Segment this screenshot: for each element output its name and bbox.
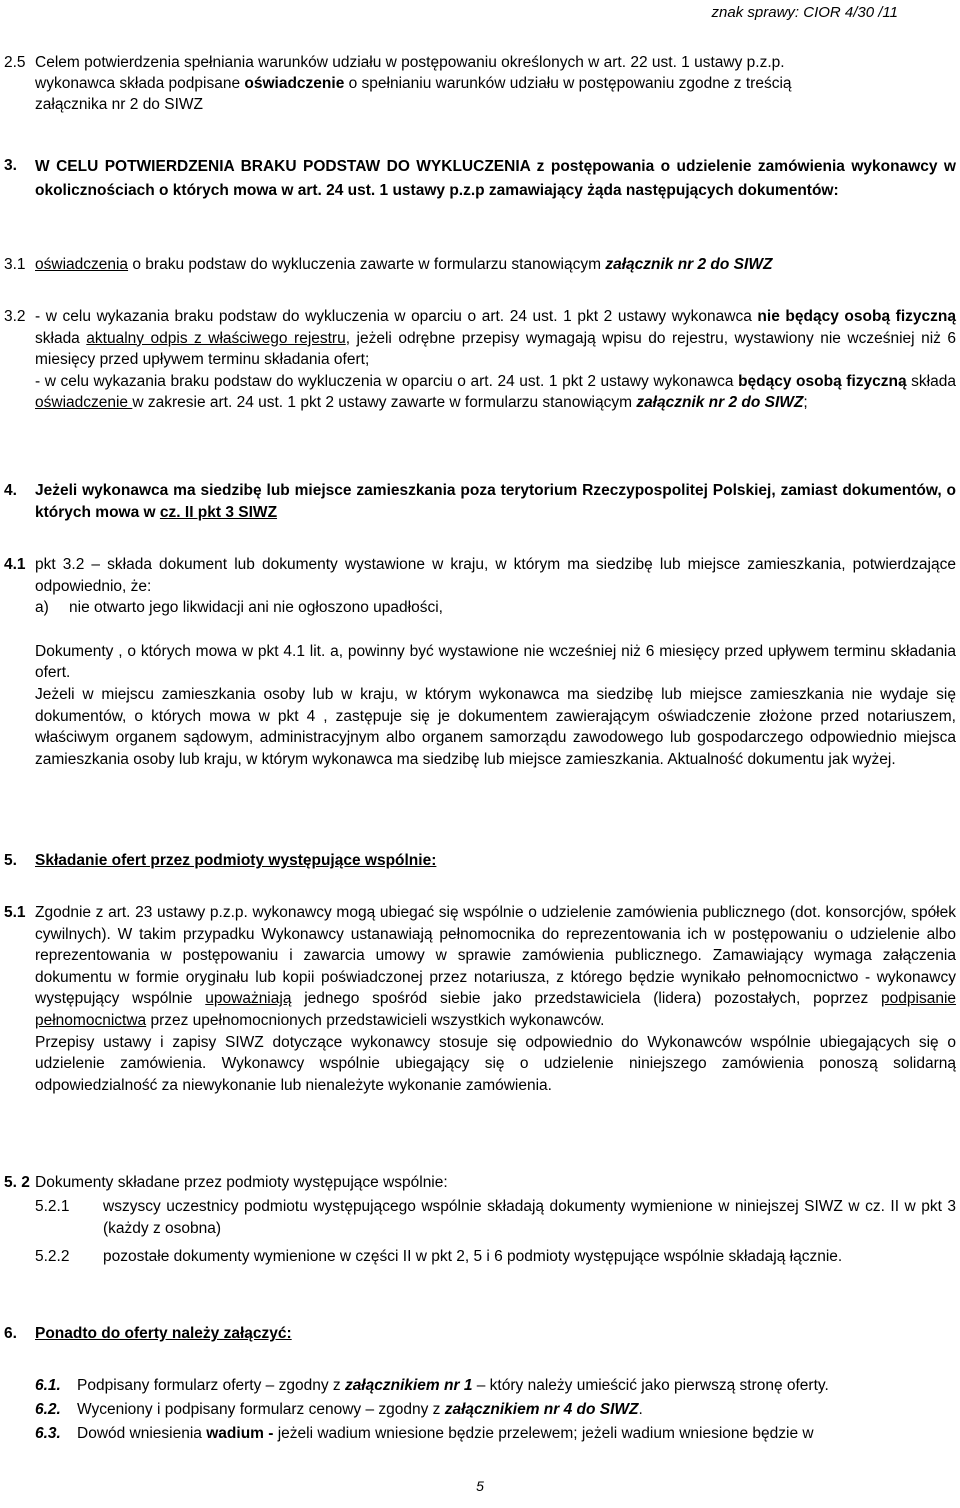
section-text: oświadczenia o braku podstaw do wykluczenia zawarte w formularzu stanowiącym załącznik nr 2 do SIWZ (35, 256, 773, 273)
list-item: 6.2. Wyceniony i podpisany formularz cenowy – zgodny z załącznikiem nr 4 do SIWZ. (35, 1401, 643, 1418)
section-number: 3. (4, 157, 17, 174)
section-number: 3.1 (4, 256, 26, 273)
list-item: a) nie otwarto jego likwidacji ani nie ogłoszono upadłości, (35, 599, 443, 617)
document-page: znak sprawy: CIOR 4/30 /11 2.5 Celem potwierdzenia spełniania warunków udziału w postępowaniu określonych w art. 22 ust. 1 ustawy p.z.p. wykonawca składa podpisane oświadczenie o spełnianiu warunków udziału w postępowaniu zgodne z treścią załącznika nr 2 do SIWZ 3. W CELU POTWIERDZENIA BRAKU PODSTAW DO WYKLUCZENIA z postępowania o udzielenie zamówienia wykonawcy w okolicznościach o których mowa w art. 24 ust. 1 ustawy p.z.p zamawiający żąda następujących dokumentów: 3.1 oświadczenia o braku podstaw do wykluczenia zawarte w formularzu stanowiącym załącznik nr 2 do SIWZ 3.2 - w celu wykazania braku podstaw do wykluczenia w oparciu o art. 24 ust. 1 pkt 2 ustawy wykonawca nie będący osobą fizyczną składa aktualny odpis z właściwego rejestru, jeżeli odrębne przepisy wymagają wpisu do rejestru, wystawiony nie wcześniej niż 6 miesięcy przed upływem terminu składania ofert; - w celu wykazania braku podstaw do wykluczenia w oparciu o art. 24 ust. 1 pkt 2 ustawy wykonawca będący osobą fizyczną składa oświadczenie w zakresie art. 24 ust. 1 pkt 2 ustawy zawarte w formularzu stanowiącym załącznik nr 2 do SIWZ; 4. Jeżeli wykonawca ma siedzibę lub miejsce zamieszkania poza terytorium Rzeczypospolitej Polskiej, zamiast dokumentów, o których mowa w cz. II pkt 3 SIWZ 4.1 pkt 3.2 – składa dokument lub dokumenty wystawione w kraju, w którym ma siedzibę lub miejsce zamieszkania, potwierdzające odpowiednio, że: a) nie otwarto jego likwidacji ani nie ogłoszono upadłości, Dokumenty , o których mowa w pkt 4.1 lit. a, powinny być wystawione nie wcześniej niż 6 miesięcy przed upływem terminu składania ofert. Jeżeli w miejscu zamieszkania osoby lub w kraju, w którym wykonawca ma siedzibę lub miejsce zamieszkania nie wydaje się dokumentów, o których mowa w pkt 4 , zastępuje się je dokumentem zawierającym oświadczenie złożone przed notariuszem, właściwym organem sądowym, administracyjnym albo organem samorządu zawodowego lub gospodarczego odpowiednio miejsca zamieszkania osoby lub kraju, w którym wykonawca ma siedzibę lub miejsce zamieszkania. Aktualność dokumentu jak wyżej. 5. Składanie ofert przez podmioty występujące wspólnie: 5.1 Zgodnie z art. 23 ustawy p.z.p. wykonawcy mogą ubiegać się wspólnie o udzielenie zamówienia publicznego (dot. konsorcjów, spółek cywilnych). W takim przypadku Wykonawcy ustanawiają pełnomocnika do reprezentowania ich w postępowaniu o udzielenie albo reprezentowania w postępowaniu i zawarcia umowy w sprawie zamówienia publicznego. Zamawiający wymaga załączenia dokumentu w formie oryginału lub kopii poświadczonej przez notariusza, z którego będzie wynikało pełnomocnictwo - wykonawcy występujący wspólnie upoważniają jednego spośród siebie jako przedstawiciela (lidera) pozostałych, poprzez podpisanie pełnomocnictwa przez upełnomocnionych przedstawicieli wszystkich wykonawców. Przepisy ustawy i zapisy SIWZ dotyczące wykonawcy stosuje się odpowiednio do Wykonawców wspólnie ubiegających się o udzielenie zamówienia. Wykonawcy wspólnie ubiegający się o udzielenie niniejszego zamówienia ponoszą solidarną odpowiedzialność za niewykonanie lub nienależyte wykonanie zamówienia. 5. 2 Dokumenty składane przez podmioty występujące wspólnie: 5.2.1 wszyscy uczestnicy podmiotu występującego wspólnie składają dokumenty wymienione w niniejszej SIWZ w cz. II w pkt 3 (każdy z osobna) 5.2.2 pozostałe dokumenty wymienione w części II w pkt 2, 5 i 6 podmioty występujące wspólnie składają łącznie. 6. Ponadto do oferty należy załączyć: 6.1. Podpisany formularz oferty – zgodny z załącznikiem nr 1 – który należy umieścić jako pierwszą stronę oferty. 6.2. Wyceniony i podpisany formularz cenowy – zgodny z załącznikiem nr 4 do SIWZ. 6.3. Dowód wniesienia wadium - jeżeli wadium wniesione będzie przelewem; jeżeli wadium wniesione będzie w 5 (0, 0, 960, 1508)
paragraph: Dokumenty , o których mowa w pkt 4.1 lit. a, powinny być wystawione nie wcześniej niż 6 miesięcy przed upływem terminu składania ofert. (35, 642, 956, 682)
paragraph: Jeżeli w miejscu zamieszkania osoby lub w kraju, w którym wykonawca ma siedzibę lub miejsce zamieszkania nie wydaje się dokumentów, o których mowa w pkt 4 , zastępuje się je dokumentem zawierającym oświadczenie złożone przed notariuszem, właściwym organem sądowym, administracyjnym albo organem samorządu zawodowego lub gospodarczego odpowiednio miejsca zamieszkania osoby lub kraju, w którym wykonawca ma siedzibę lub miejsce zamieszkania. Aktualność dokumentu jak wyżej. (35, 685, 956, 768)
section-heading: Jeżeli wykonawca ma siedzibę lub miejsce zamieszkania poza terytorium Rzeczypospolitej Polskiej, zamiast dokumentów, o których mowa w cz. II pkt 3 SIWZ (35, 482, 956, 521)
paragraph: - w celu wykazania braku podstaw do wykluczenia w oparciu o art. 24 ust. 1 pkt 2 ustawy wykonawca nie będący osobą fizyczną składa aktualny odpis z właściwego rejestru, jeżeli odrębne przepisy wymagają wpisu do rejestru, wystawiony nie wcześniej niż 6 miesięcy przed upływem terminu składania ofert; (35, 308, 956, 369)
section-number: 5. 2 (4, 1174, 30, 1191)
section-number: 5.1 (4, 904, 26, 921)
paragraph: Zgodnie z art. 23 ustawy p.z.p. wykonawcy mogą ubiegać się wspólnie o udzielenie zamówienia publicznego (dot. konsorcjów, spółek cywilnych). W takim przypadku Wykonawcy ustanawiają pełnomocnika do reprezentowania ich w postępowaniu o udzielenie albo reprezentowania w postępowaniu i zawarcia umowy w sprawie zamówienia publicznego. Zamawiający wymaga załączenia dokumentu w formie oryginału lub kopii poświadczonej przez notariusza, z którego będzie wynikało pełnomocnictwo - wykonawcy występujący wspólnie upoważniają jednego spośród siebie jako przedstawiciela (lidera) pozostałych, poprzez podpisanie pełnomocnictwa przez upełnomocnionych przedstawicieli wszystkich wykonawców. (35, 904, 957, 1029)
list-item: 6.3. Dowód wniesienia wadium - jeżeli wadium wniesione będzie przelewem; jeżeli wadium wniesione będzie w (35, 1425, 814, 1442)
section-text (35, 554, 956, 770)
section-text (35, 306, 956, 414)
section-6-items (0, 1374, 960, 1446)
paragraph: Przepisy ustawy i zapisy SIWZ dotyczące wykonawcy stosuje się odpowiednio do Wykonawców wspólnie ubiegających się o udzielenie zamówienia. Wykonawcy wspólnie ubiegający się o udzielenie niniejszego zamówienia ponoszą solidarną odpowiedzialność za niewykonanie lub nienależyte wykonanie zamówienia. (35, 1033, 956, 1094)
section-number: 4.1 (4, 556, 26, 573)
section-number: 3.2 (4, 308, 26, 325)
paragraph: - w celu wykazania braku podstaw do wykluczenia w oparciu o art. 24 ust. 1 pkt 2 ustawy wykonawca będący osobą fizyczną składa oświadczenie w zakresie art. 24 ust. 1 pkt 2 ustawy zawarte w formularzu stanowiącym załącznik nr 2 do SIWZ; (35, 372, 956, 412)
list-item: 6.1. Podpisany formularz oferty – zgodny z załącznikiem nr 1 – który należy umieścić jako pierwszą stronę oferty. (35, 1377, 829, 1394)
section-heading: Ponadto do oferty należy załączyć: (35, 1325, 292, 1342)
section-number: 2.5 (4, 54, 26, 71)
section-heading: W CELU POTWIERDZENIA BRAKU PODSTAW DO WYKLUCZENIA z postępowania o udzielenie zamówienia wykonawcy w okolicznościach o których mowa w art. 24 ust. 1 ustawy p.z.p zamawiający żąda następujących dokumentów: (35, 158, 956, 199)
case-number-header: znak sprawy: CIOR 4/30 /11 (711, 4, 898, 21)
section-heading: Dokumenty składane przez podmioty występujące wspólnie: (35, 1174, 448, 1191)
paragraph: pkt 3.2 – składa dokument lub dokumenty wystawione w kraju, w którym ma siedzibę lub miejsce zamieszkania, potwierdzające odpowiednio, że: (35, 556, 956, 595)
section-text (35, 902, 956, 1096)
page-number: 5 (476, 1478, 484, 1494)
section-heading: Składanie ofert przez podmioty występujące wspólnie: (35, 852, 437, 869)
section-number: 6. (4, 1325, 17, 1342)
section-number: 5. (4, 852, 17, 869)
section-text: Celem potwierdzenia spełniania warunków udziału w postępowaniu określonych w art. 22 ust. 1 ustawy p.z.p. wykonawca składa podpisane oświadczenie o spełnianiu warunków udziału w postępowaniu zgodne z treścią załącznika nr 2 do SIWZ (35, 54, 792, 113)
section-number: 4. (4, 482, 17, 499)
